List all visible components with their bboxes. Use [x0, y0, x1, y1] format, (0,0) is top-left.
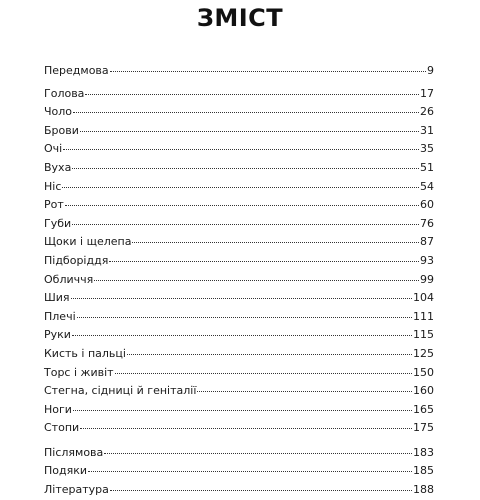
- toc-entry-page-number: 60: [420, 198, 434, 212]
- toc-entry-page-number: 93: [420, 253, 434, 267]
- toc-entry-title: Кисть і пальці: [44, 346, 126, 360]
- toc-entry: [44, 419, 434, 438]
- toc-entry: [44, 103, 434, 122]
- toc-entry: [44, 252, 434, 271]
- toc-entry-title: Передмова: [44, 64, 109, 77]
- dot-leader: [72, 168, 419, 169]
- toc-entry: [44, 308, 434, 327]
- toc-entry-page-number: 104: [413, 291, 434, 305]
- dot-leader: [109, 261, 419, 262]
- toc-entry: [44, 481, 434, 500]
- toc-entry-page-number: 188: [413, 483, 434, 497]
- dot-leader: [73, 410, 412, 411]
- dot-leader: [80, 131, 419, 132]
- toc-entry-title: Щоки і щелепа: [44, 235, 132, 249]
- dot-leader: [197, 391, 412, 392]
- dot-leader: [85, 94, 419, 95]
- toc-entry-page-number: 99: [420, 272, 434, 286]
- toc-entry: [44, 345, 434, 364]
- toc-entry-title: Торс і живіт: [44, 365, 114, 379]
- toc-chapters: [44, 85, 434, 438]
- toc-entry: [44, 382, 434, 401]
- page-title: ЗМІСТ: [196, 4, 284, 32]
- toc-entry-page-number: 160: [413, 384, 434, 398]
- toc-entry-page-number: 115: [413, 328, 434, 342]
- toc-entry-title: Література: [44, 483, 109, 497]
- toc-entry-title: Чоло: [44, 105, 73, 119]
- dot-leader: [127, 354, 412, 355]
- toc-entry: [44, 196, 434, 215]
- toc-entry-page-number: 150: [413, 365, 434, 379]
- dot-leader: [110, 490, 412, 491]
- toc-entry-page-number: 9: [427, 64, 434, 77]
- toc-entry: [44, 326, 434, 345]
- toc-entry: [44, 462, 434, 481]
- toc-entry-title: Рот: [44, 198, 64, 212]
- toc-entry: [44, 233, 434, 252]
- dot-leader: [80, 428, 412, 429]
- toc-back-matter: [44, 444, 434, 500]
- toc-entry-title: Післямова: [44, 445, 104, 459]
- dot-leader: [72, 335, 412, 336]
- toc-entry-page-number: 76: [420, 216, 434, 230]
- toc-entry-title: Брови: [44, 123, 79, 137]
- toc-entry-page-number: 111: [413, 309, 434, 323]
- toc-front-matter: [44, 62, 434, 81]
- dot-leader: [104, 453, 412, 454]
- toc-entry-title: Плечі: [44, 309, 76, 323]
- toc-entry-title: Ніс: [44, 179, 62, 193]
- toc-entry-title: Ноги: [44, 402, 72, 416]
- toc-entry-page-number: 125: [413, 346, 434, 360]
- dot-leader: [77, 317, 412, 318]
- toc-entry-title: Голова: [44, 86, 85, 100]
- dot-leader: [72, 224, 419, 225]
- dot-leader: [62, 187, 419, 188]
- toc-entry: [44, 401, 434, 420]
- toc-entry-page-number: 175: [413, 421, 434, 435]
- toc-entry: [44, 215, 434, 234]
- dot-leader: [63, 149, 419, 150]
- toc-entry-title: Обличчя: [44, 272, 94, 286]
- toc-entry-page-number: 185: [413, 464, 434, 478]
- toc-entry: [44, 159, 434, 178]
- dot-leader: [73, 112, 419, 113]
- toc-entry: [44, 85, 434, 104]
- dot-leader: [94, 280, 419, 281]
- toc-entry-page-number: 35: [420, 142, 434, 156]
- toc-entry-page-number: 26: [420, 105, 434, 119]
- toc-entry: [44, 271, 434, 290]
- dot-leader: [65, 205, 419, 206]
- toc-entry-page-number: 87: [420, 235, 434, 249]
- toc-entry-title: Очі: [44, 142, 63, 156]
- toc-entry: [44, 140, 434, 159]
- toc-entry: [44, 444, 434, 463]
- toc-entry-title: Підборіддя: [44, 253, 109, 267]
- toc-entry-page-number: 31: [420, 123, 434, 137]
- table-of-contents: [44, 62, 434, 500]
- toc-entry-page-number: 183: [413, 445, 434, 459]
- toc-entry-title: Губи: [44, 216, 72, 230]
- dot-leader: [88, 471, 412, 472]
- toc-entry-title: Вуха: [44, 160, 72, 174]
- dot-leader: [115, 373, 412, 374]
- toc-entry-page-number: 165: [413, 402, 434, 416]
- toc-entry-page-number: 54: [420, 179, 434, 193]
- toc-entry-page-number: 51: [420, 160, 434, 174]
- dot-leader: [110, 71, 426, 72]
- toc-entry: [44, 364, 434, 383]
- dot-leader: [132, 242, 419, 243]
- toc-entry: [44, 178, 434, 197]
- toc-entry-page-number: 17: [420, 86, 434, 100]
- toc-entry-title: Стопи: [44, 421, 80, 435]
- toc-entry-title: Шия: [44, 291, 70, 305]
- toc-entry: [44, 289, 434, 308]
- toc-entry: [44, 122, 434, 141]
- toc-entry-title: Руки: [44, 328, 71, 342]
- toc-entry: [44, 62, 434, 81]
- toc-entry-title: Стегна, сідниці й геніталії: [44, 384, 197, 398]
- toc-entry-title: Подяки: [44, 464, 88, 478]
- dot-leader: [71, 298, 412, 299]
